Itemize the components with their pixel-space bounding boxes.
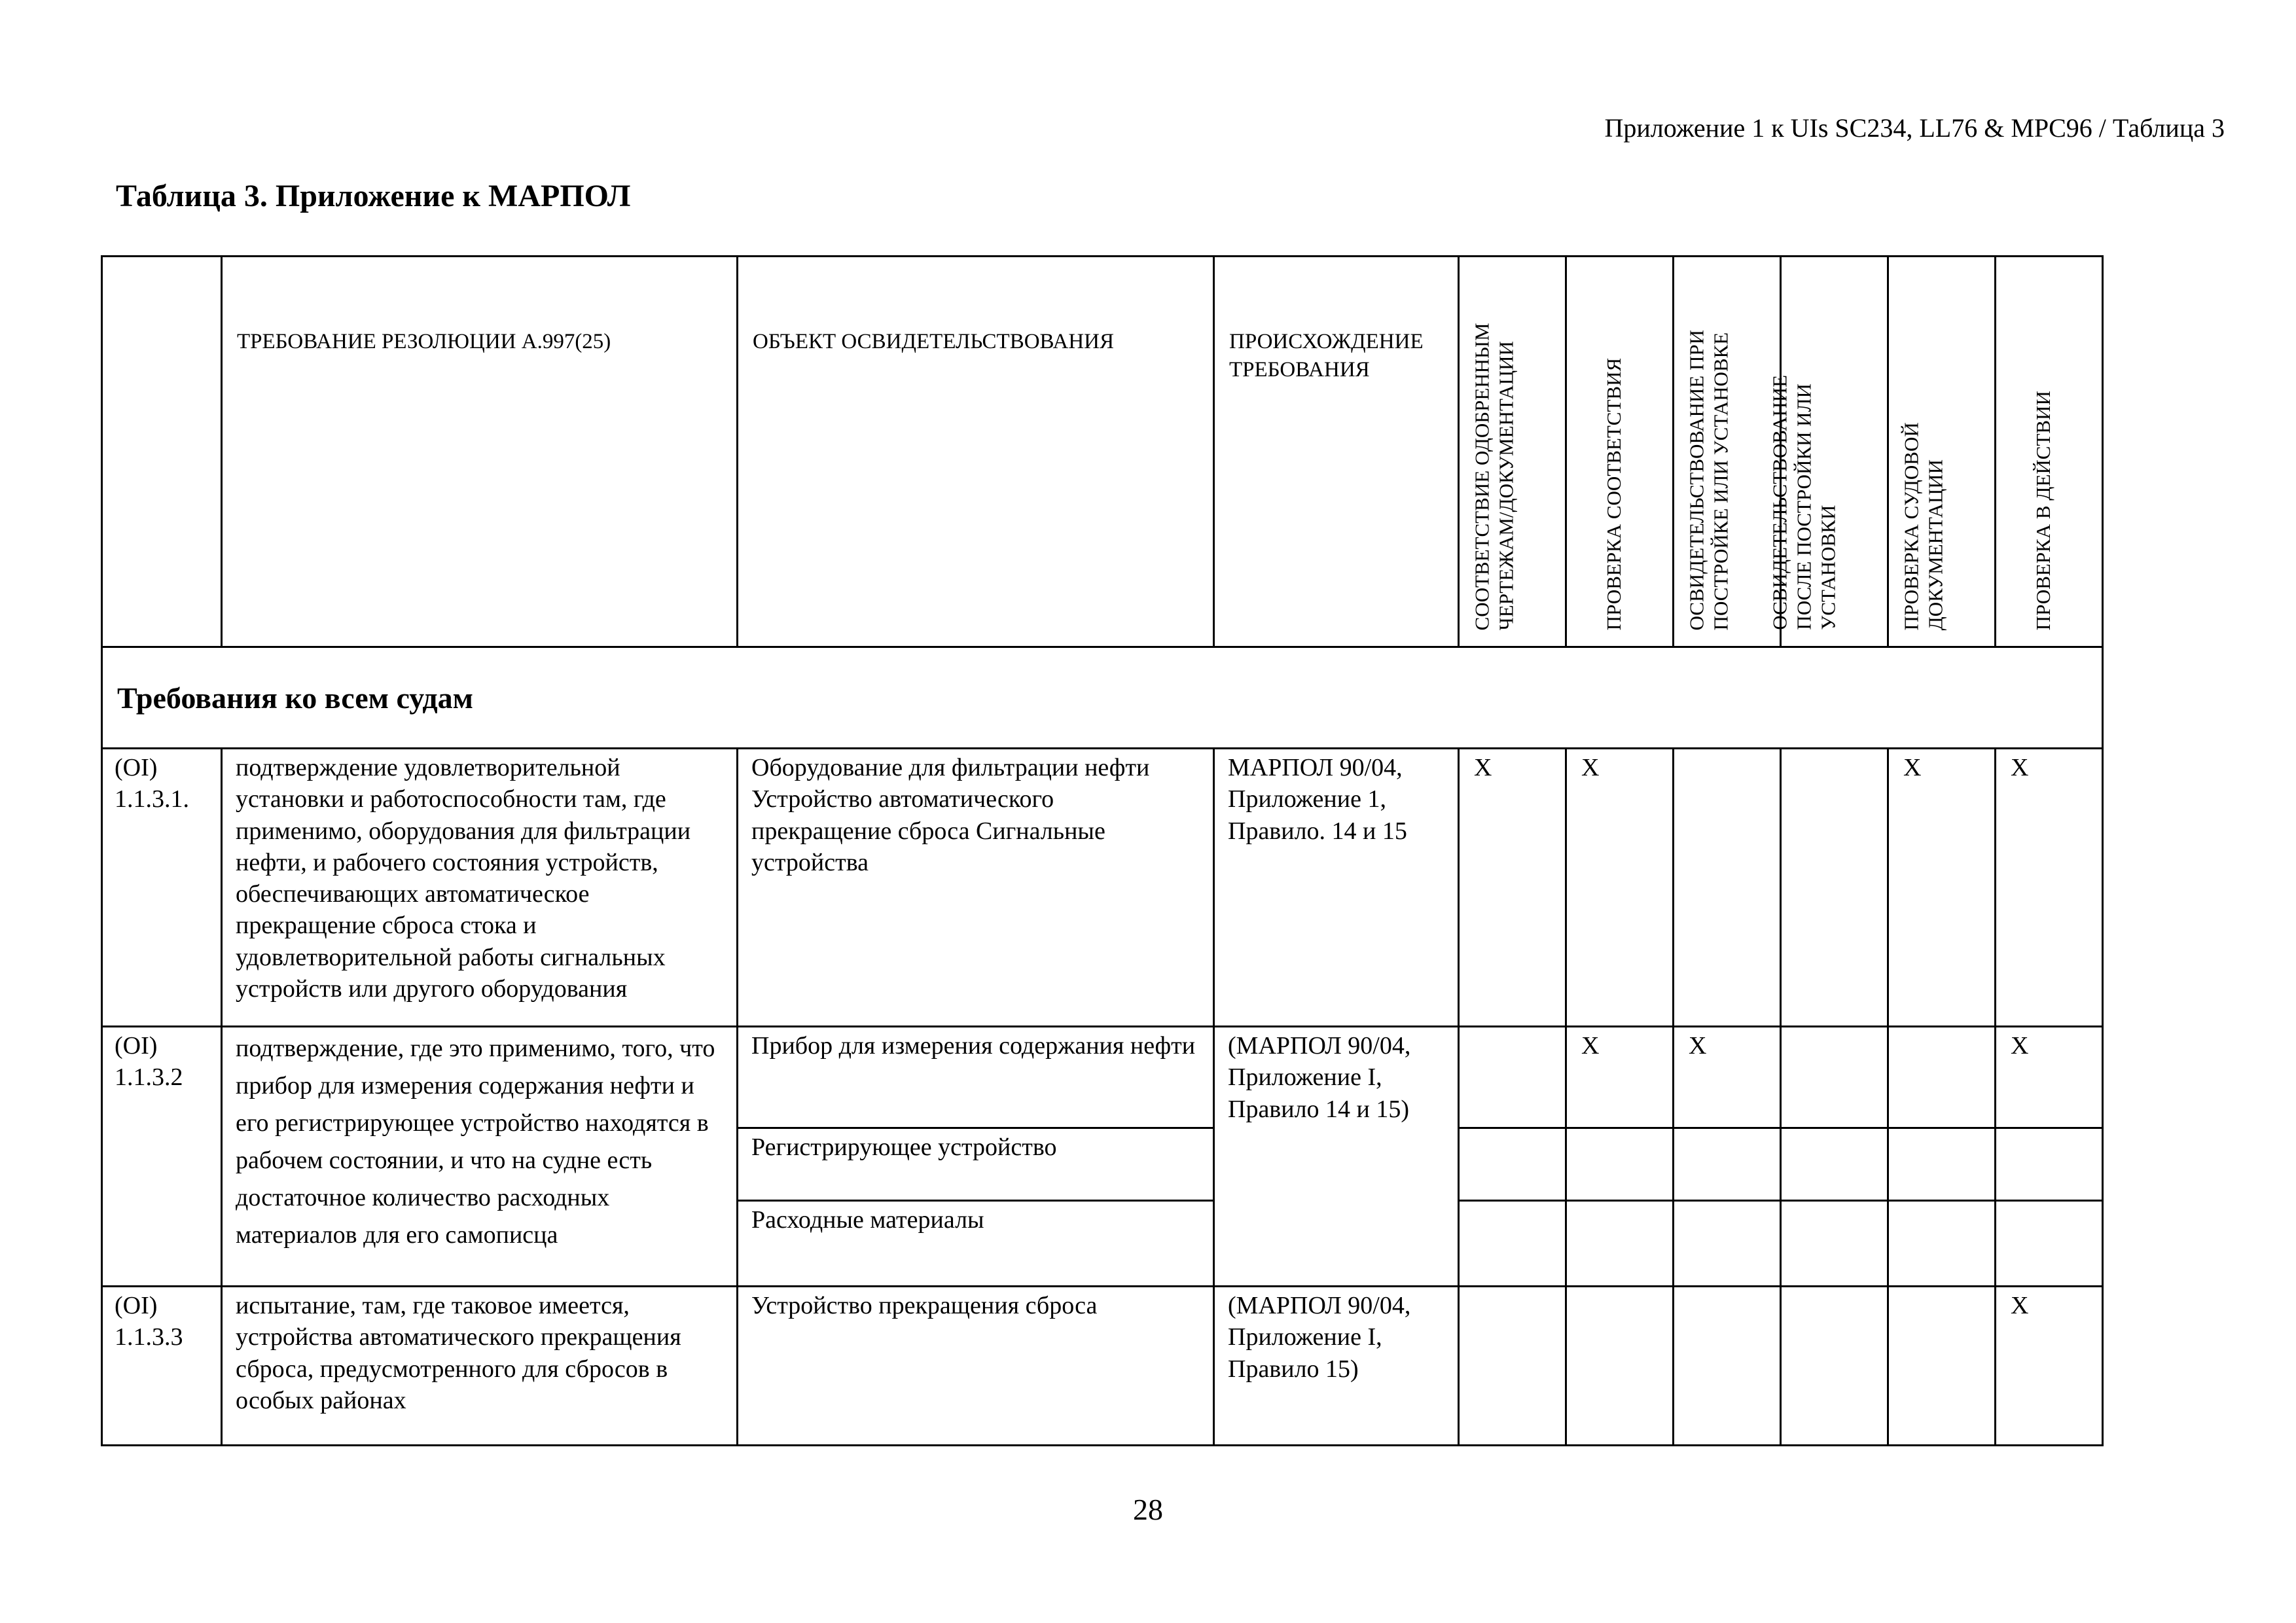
row-number: (OI) 1.1.3.2 <box>102 1027 222 1287</box>
header-cell-survey-after: ОСВИДЕТЕЛЬСТВОВАНИЕ ПОСЛЕ ПОСТРОЙКИ ИЛИ УСТАНОВКИ <box>1781 257 1888 647</box>
mark-cell <box>1459 1201 1566 1287</box>
header-cell-requirement: ТРЕБОВАНИЕ РЕЗОЛЮЦИИ A.997(25) <box>222 257 738 647</box>
row-object: Устройство прекращения сброса <box>738 1287 1214 1446</box>
mark-cell <box>1674 1287 1781 1446</box>
row-origin: (МАРПОЛ 90/04, Приложение I, Правило 15) <box>1214 1287 1459 1446</box>
mark-cell <box>1996 1201 2103 1287</box>
header-cell-conformity-check: ПРОВЕРКА СООТВЕТСТВИЯ <box>1566 257 1674 647</box>
mark-cell <box>1888 1128 1996 1201</box>
mark-cell <box>1888 1201 1996 1287</box>
header-cell-number <box>102 257 222 647</box>
row-number: (OI) 1.1.3.3 <box>102 1287 222 1446</box>
mark-cell <box>1459 1027 1566 1128</box>
mark-cell <box>1566 1287 1674 1446</box>
mark-cell <box>1566 1201 1674 1287</box>
mark-cell <box>1781 1201 1888 1287</box>
running-header: Приложение 1 к UIs SC234, LL76 & MPC96 / Таблица 3 <box>1604 113 2225 143</box>
section-cell <box>102 647 2103 749</box>
mark-cell: X <box>1674 1027 1781 1128</box>
mark-cell <box>1459 1128 1566 1201</box>
mark-cell <box>1674 1128 1781 1201</box>
row-object: Прибор для измерения содержания нефти <box>738 1027 1214 1128</box>
header-row <box>102 257 2103 647</box>
mark-cell <box>1674 1201 1781 1287</box>
mark-cell: X <box>1996 1027 2103 1128</box>
row-requirement: испытание, там, где таковое имеется, устройства автоматического прекращения сброса, предусмотренного для сбросов в особых районах <box>222 1287 738 1446</box>
requirements-table <box>101 255 2104 1446</box>
mark-cell: X <box>1996 1287 2103 1446</box>
row-requirement: подтверждение, где это применимо, того, что прибор для измерения содержания нефти и его регистрирующее устройство находятся в рабочем состоянии, и что на судне есть достаточное количество расходных материалов для его самописца <box>222 1027 738 1287</box>
header-cell-origin: ПРОИСХОЖДЕНИЕ ТРЕБОВАНИЯ <box>1214 257 1459 647</box>
row-number: (OI) 1.1.3.1. <box>102 749 222 1027</box>
mark-cell <box>1888 1027 1996 1128</box>
header-cell-operation-check: ПРОВЕРКА В ДЕЙСТВИИ <box>1996 257 2103 647</box>
mark-cell <box>1459 1287 1566 1446</box>
page-number: 28 <box>1133 1493 1163 1526</box>
mark-cell: X <box>1459 749 1566 1027</box>
header-cell-conformity-drawings: СООТВЕТСТВИЕ ОДОБРЕННЫМ ЧЕРТЕЖАМ/ДОКУМЕНТАЦИИ <box>1459 257 1566 647</box>
header-cell-survey-construction: ОСВИДЕТЕЛЬСТВОВАНИЕ ПРИ ПОСТРОЙКЕ ИЛИ УСТАНОВКЕ <box>1674 257 1781 647</box>
mark-cell <box>1674 749 1781 1027</box>
mark-cell <box>1781 1287 1888 1446</box>
mark-cell: X <box>1996 749 2103 1027</box>
section-label: Требования ко всем судам <box>117 681 473 715</box>
section-row <box>102 647 2103 749</box>
row-origin: (МАРПОЛ 90/04, Приложение I, Правило 14 и 15) <box>1214 1027 1459 1287</box>
mark-cell: X <box>1566 1027 1674 1128</box>
table-row <box>102 1287 2103 1446</box>
table-row <box>102 1027 2103 1128</box>
mark-cell <box>1781 1027 1888 1128</box>
mark-cell: X <box>1566 749 1674 1027</box>
mark-cell <box>1996 1128 2103 1201</box>
mark-cell <box>1888 1287 1996 1446</box>
row-requirement: подтверждение удовлетворительной установки и работоспособности там, где применимо, оборудования для фильтрации нефти, и рабочего состояния устройств, обеспечивающих автоматическое прекращение сброса стока и удовлетворительной работы сигнальных устройств или другого оборудования <box>222 749 738 1027</box>
header-cell-object: ОБЪЕКТ ОСВИДЕТЕЛЬСТВОВАНИЯ <box>738 257 1214 647</box>
page-title: Таблица 3. Приложение к МАРПОЛ <box>116 179 631 213</box>
mark-cell <box>1566 1128 1674 1201</box>
mark-cell <box>1781 1128 1888 1201</box>
row-origin: МАРПОЛ 90/04, Приложение 1, Правило. 14 и 15 <box>1214 749 1459 1027</box>
mark-cell <box>1781 749 1888 1027</box>
header-cell-documentation-check: ПРОВЕРКА СУДОВОЙ ДОКУМЕНТАЦИИ <box>1888 257 1996 647</box>
table-row <box>102 749 2103 1027</box>
row-object: Регистрирующее устройство <box>738 1128 1214 1201</box>
row-object: Расходные материалы <box>738 1201 1214 1287</box>
row-object: Оборудование для фильтрации нефти Устройство автоматического прекращение сброса Сигнальные устройства <box>738 749 1214 1027</box>
mark-cell: X <box>1888 749 1996 1027</box>
